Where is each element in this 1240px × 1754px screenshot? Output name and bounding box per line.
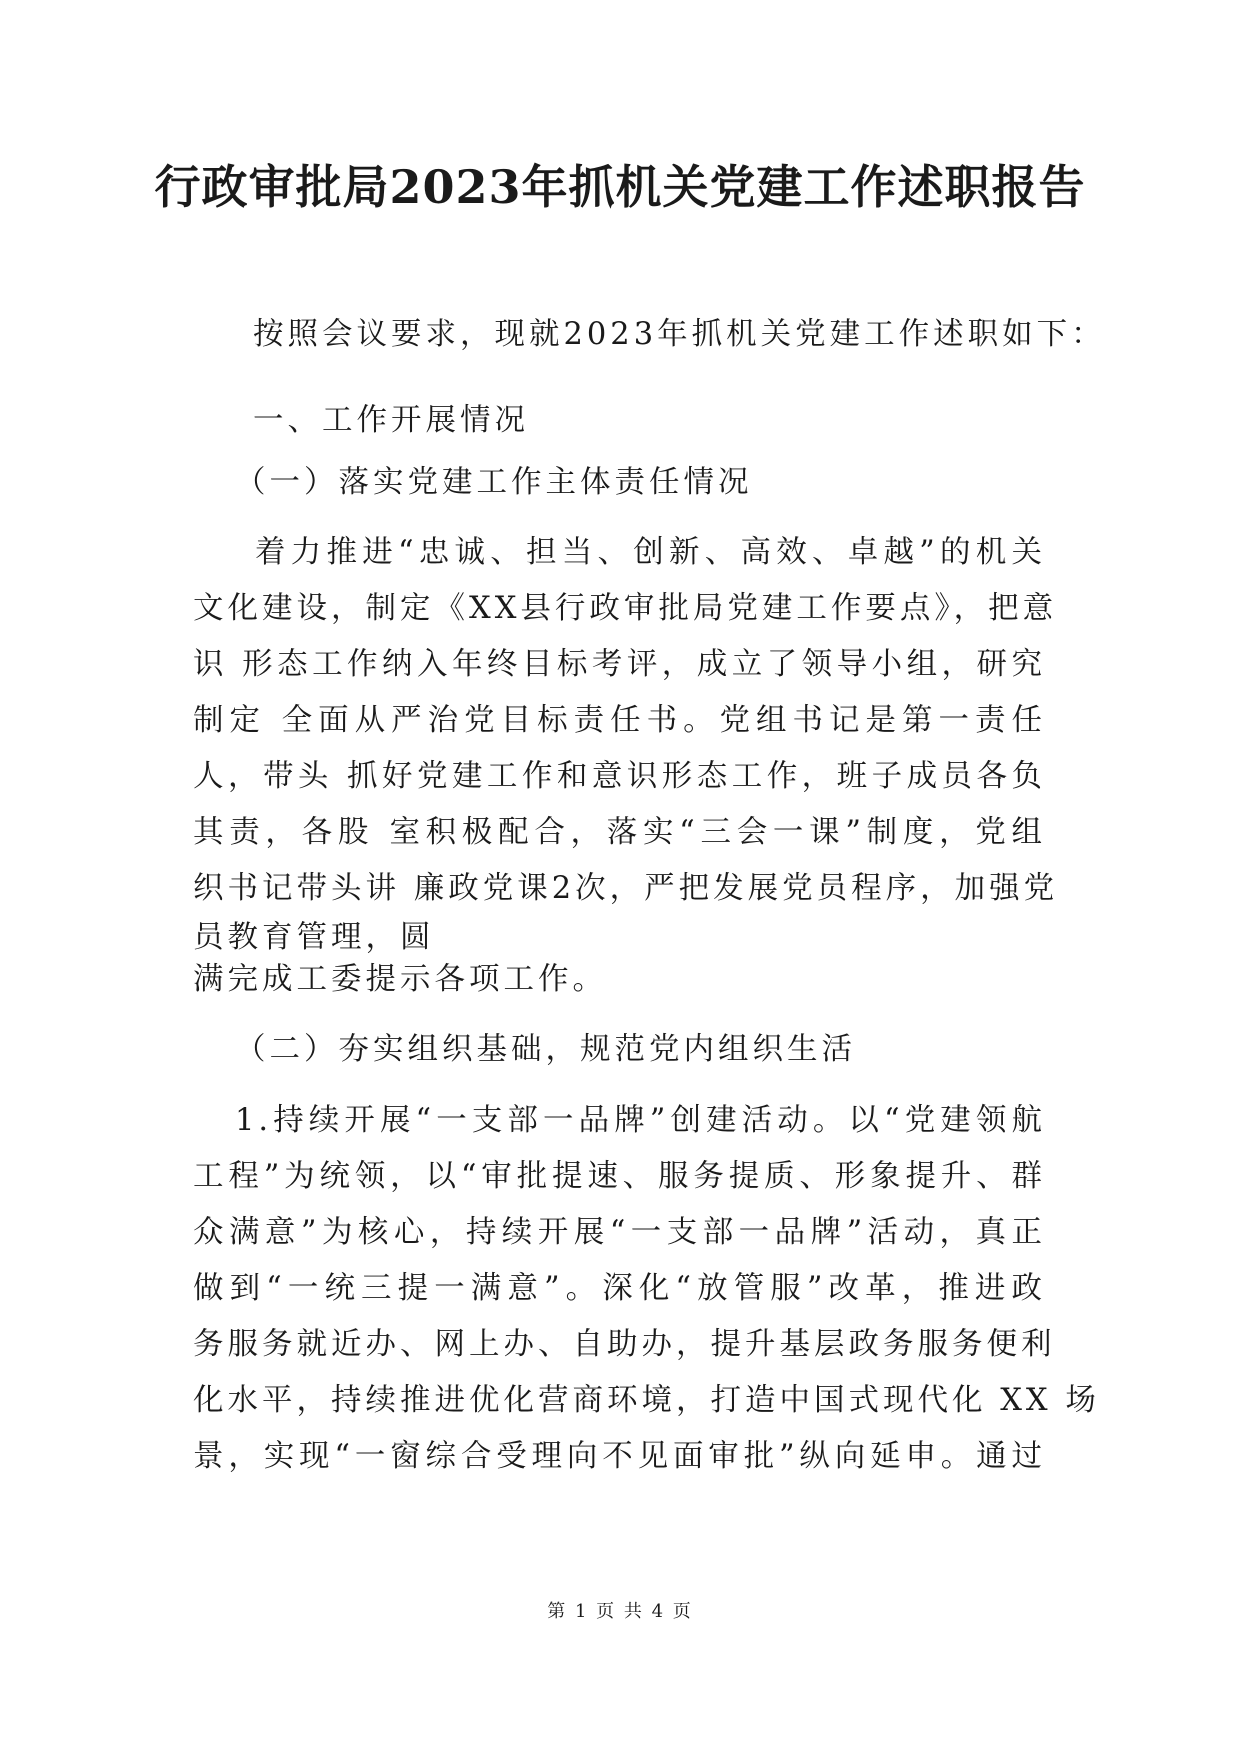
body-line: 人，带头 抓好党建工作和意识形态工作，班子成员各负 (193, 759, 1046, 794)
body-line: 化水平，持续推进优化营商环境，打造中国式现代化 XX 场 (193, 1383, 1100, 1418)
body-line: 制定 全面从严治党目标责任书。党组书记是第一责任 (193, 703, 1046, 738)
body-line: 做到“一统三提一满意”。深化“放管服”改革，推进政 (193, 1271, 1046, 1306)
body-line: 众满意”为核心，持续开展“一支部一品牌”活动，真正 (193, 1215, 1046, 1250)
subsection2-heading: （二）夯实组织基础，规范党内组织生活 (235, 1032, 856, 1067)
body-line: 1.持续开展“一支部一品牌”创建活动。以“党建领航 (235, 1103, 1046, 1138)
body-line: 文化建设，制定《XX县行政审批局党建工作要点》，把意 (193, 591, 1058, 626)
body-line: 景，实现“一窗综合受理向不见面审批”纵向延申。通过 (193, 1439, 1046, 1474)
page-footer: 第 1 页 共 4 页 (547, 1601, 693, 1622)
subsection1-heading: （一）落实党建工作主体责任情况 (235, 465, 753, 500)
section1-heading: 一、工作开展情况 (253, 403, 529, 438)
subsection2-body (193, 1093, 1100, 1485)
subsection-heading (193, 1022, 1088, 1078)
body-line: 工程”为统领，以“审批提速、服务提质、形象提升、群 (193, 1159, 1046, 1194)
section-heading (193, 393, 1106, 449)
body-line: 织书记带头讲 廉政党课2次，严把发展党员程序，加强党 (193, 871, 1059, 906)
subsection1-body (193, 525, 1059, 1001)
body-line: 务服务就近办、网上办、自助办，提升基层政务服务便利 (193, 1327, 1056, 1362)
body-line: 识 形态工作纳入年终目标考评，成立了领导小组，研究 (193, 647, 1046, 682)
subsection-heading (193, 455, 1088, 511)
document-title: 行政审批局2023年抓机关党建工作述职报告 (154, 160, 1086, 214)
body-line: 其责，各股 室积极配合，落实“三会一课”制度，党组 (193, 815, 1046, 850)
intro-text: 按照会议要求，现就2023年抓机关党建工作述职如下： (253, 317, 1106, 352)
body-line: 着力推进“忠诚、担当、创新、高效、卓越”的机关 (255, 535, 1046, 570)
body-line: 满完成工委提示各项工作。 (193, 962, 607, 997)
intro-paragraph (193, 307, 1106, 363)
body-line: 员教育管理，圆 (193, 920, 435, 955)
